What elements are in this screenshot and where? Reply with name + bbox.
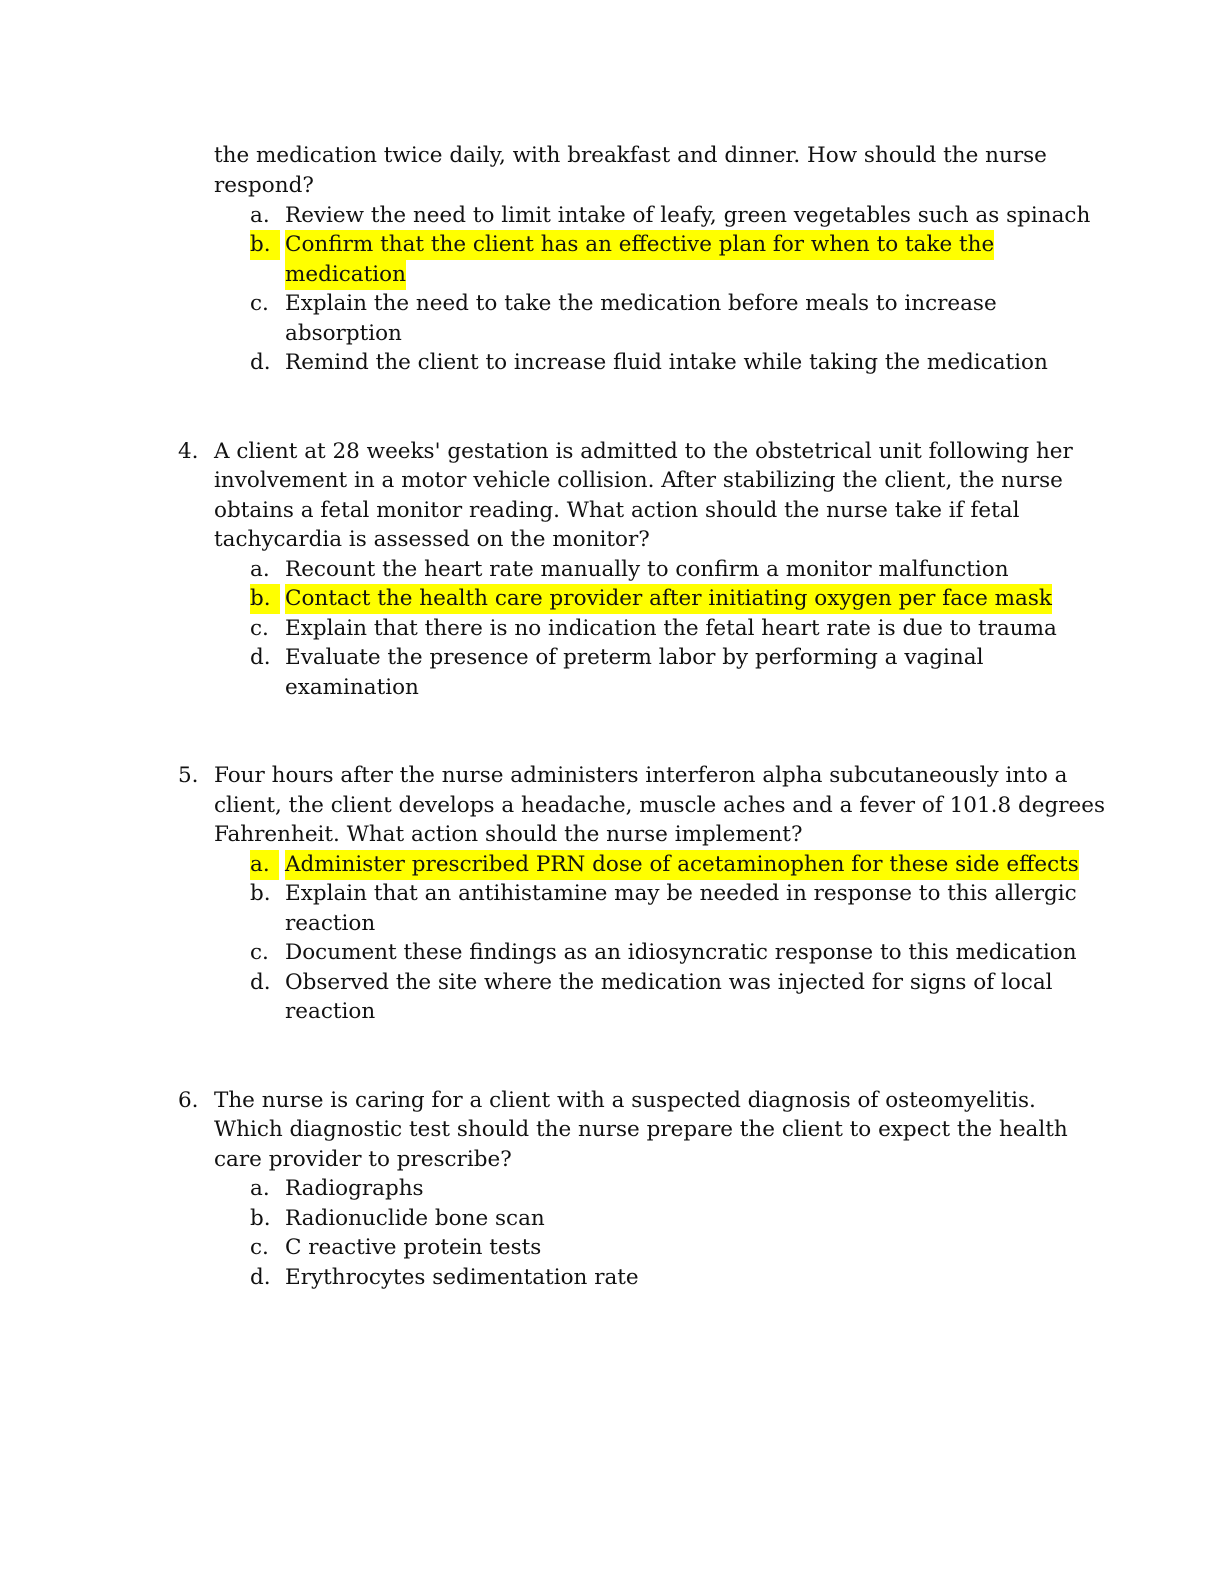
q6-option-b-letter: b. bbox=[250, 1206, 271, 1231]
q4-option-d-letter: d. bbox=[250, 645, 271, 670]
q4-stem-line: obtains a fetal monitor reading. What action should the nurse take if fetal bbox=[214, 498, 1020, 523]
q6-option-d-letter: d. bbox=[250, 1265, 271, 1290]
q5-option-b-text: reaction bbox=[285, 911, 376, 936]
q5-option-a-letter: a. bbox=[250, 850, 279, 880]
q4-stem-line: A client at 28 weeks' gestation is admitted to the obstetrical unit following her bbox=[214, 439, 1073, 464]
q4-option-c-letter: c. bbox=[250, 616, 269, 641]
q4-stem-line: involvement in a motor vehicle collision. After stabilizing the client, the nurse bbox=[214, 468, 1063, 493]
q3-option-c-text: absorption bbox=[285, 321, 402, 346]
q6-stem-line: care provider to prescribe? bbox=[214, 1147, 512, 1172]
q4-option-b-letter: b. bbox=[250, 584, 280, 614]
q4-option-c-text: Explain that there is no indication the fetal heart rate is due to trauma bbox=[285, 616, 1057, 641]
q6-option-c-letter: c. bbox=[250, 1235, 269, 1260]
q5-option-c-letter: c. bbox=[250, 940, 269, 965]
q5-option-c-text: Document these findings as an idiosyncratic response to this medication bbox=[285, 940, 1077, 965]
q5-stem-line: Four hours after the nurse administers interferon alpha subcutaneously into a bbox=[214, 763, 1068, 788]
q6-option-c-text: C reactive protein tests bbox=[285, 1235, 542, 1260]
q4-option-b-text: Contact the health care provider after initiating oxygen per face mask bbox=[285, 584, 1052, 614]
q5-number: 5. bbox=[178, 763, 199, 788]
q3-option-a-text: Review the need to limit intake of leafy, green vegetables such as spinach bbox=[285, 203, 1091, 228]
q5-option-d-letter: d. bbox=[250, 970, 271, 995]
q3-option-b-text: Confirm that the client has an effective plan for when to take the bbox=[285, 230, 994, 260]
q4-option-a-text: Recount the heart rate manually to confirm a monitor malfunction bbox=[285, 557, 1009, 582]
q3-option-b-text: medication bbox=[285, 260, 406, 290]
q3-option-c-letter: c. bbox=[250, 291, 269, 316]
q5-option-b-text: Explain that an antihistamine may be needed in response to this allergic bbox=[285, 881, 1077, 906]
q3-option-a-letter: a. bbox=[250, 203, 270, 228]
q6-stem-line: Which diagnostic test should the nurse prepare the client to expect the health bbox=[214, 1117, 1068, 1142]
q3-option-b-letter: b. bbox=[250, 230, 280, 260]
q3-option-c-text: Explain the need to take the medication before meals to increase bbox=[285, 291, 997, 316]
q6-option-a-letter: a. bbox=[250, 1176, 270, 1201]
q6-stem-line: The nurse is caring for a client with a suspected diagnosis of osteomyelitis. bbox=[214, 1088, 1036, 1113]
q5-option-d-text: reaction bbox=[285, 999, 376, 1024]
q4-number: 4. bbox=[178, 439, 199, 464]
q5-option-a-text: Administer prescribed PRN dose of acetaminophen for these side effects bbox=[285, 850, 1079, 880]
q6-option-b-text: Radionuclide bone scan bbox=[285, 1206, 545, 1231]
q4-option-d-text: Evaluate the presence of preterm labor by performing a vaginal bbox=[285, 645, 984, 670]
q3-option-d-letter: d. bbox=[250, 350, 271, 375]
q5-option-b-letter: b. bbox=[250, 881, 271, 906]
q4-stem-line: tachycardia is assessed on the monitor? bbox=[214, 527, 650, 552]
q5-stem-line: Fahrenheit. What action should the nurse implement? bbox=[214, 822, 803, 847]
q3-option-d-text: Remind the client to increase fluid intake while taking the medication bbox=[285, 350, 1048, 375]
q3-stem-line: respond? bbox=[214, 173, 314, 198]
q5-option-d-text: Observed the site where the medication was injected for signs of local bbox=[285, 970, 1053, 995]
q6-option-d-text: Erythrocytes sedimentation rate bbox=[285, 1265, 639, 1290]
q4-option-d-text: examination bbox=[285, 675, 419, 700]
q4-option-a-letter: a. bbox=[250, 557, 270, 582]
q6-option-a-text: Radiographs bbox=[285, 1176, 424, 1201]
q3-stem-line: the medication twice daily, with breakfast and dinner. How should the nurse bbox=[214, 143, 1047, 168]
q6-number: 6. bbox=[178, 1088, 199, 1113]
q5-stem-line: client, the client develops a headache, muscle aches and a fever of 101.8 degrees bbox=[214, 793, 1106, 818]
